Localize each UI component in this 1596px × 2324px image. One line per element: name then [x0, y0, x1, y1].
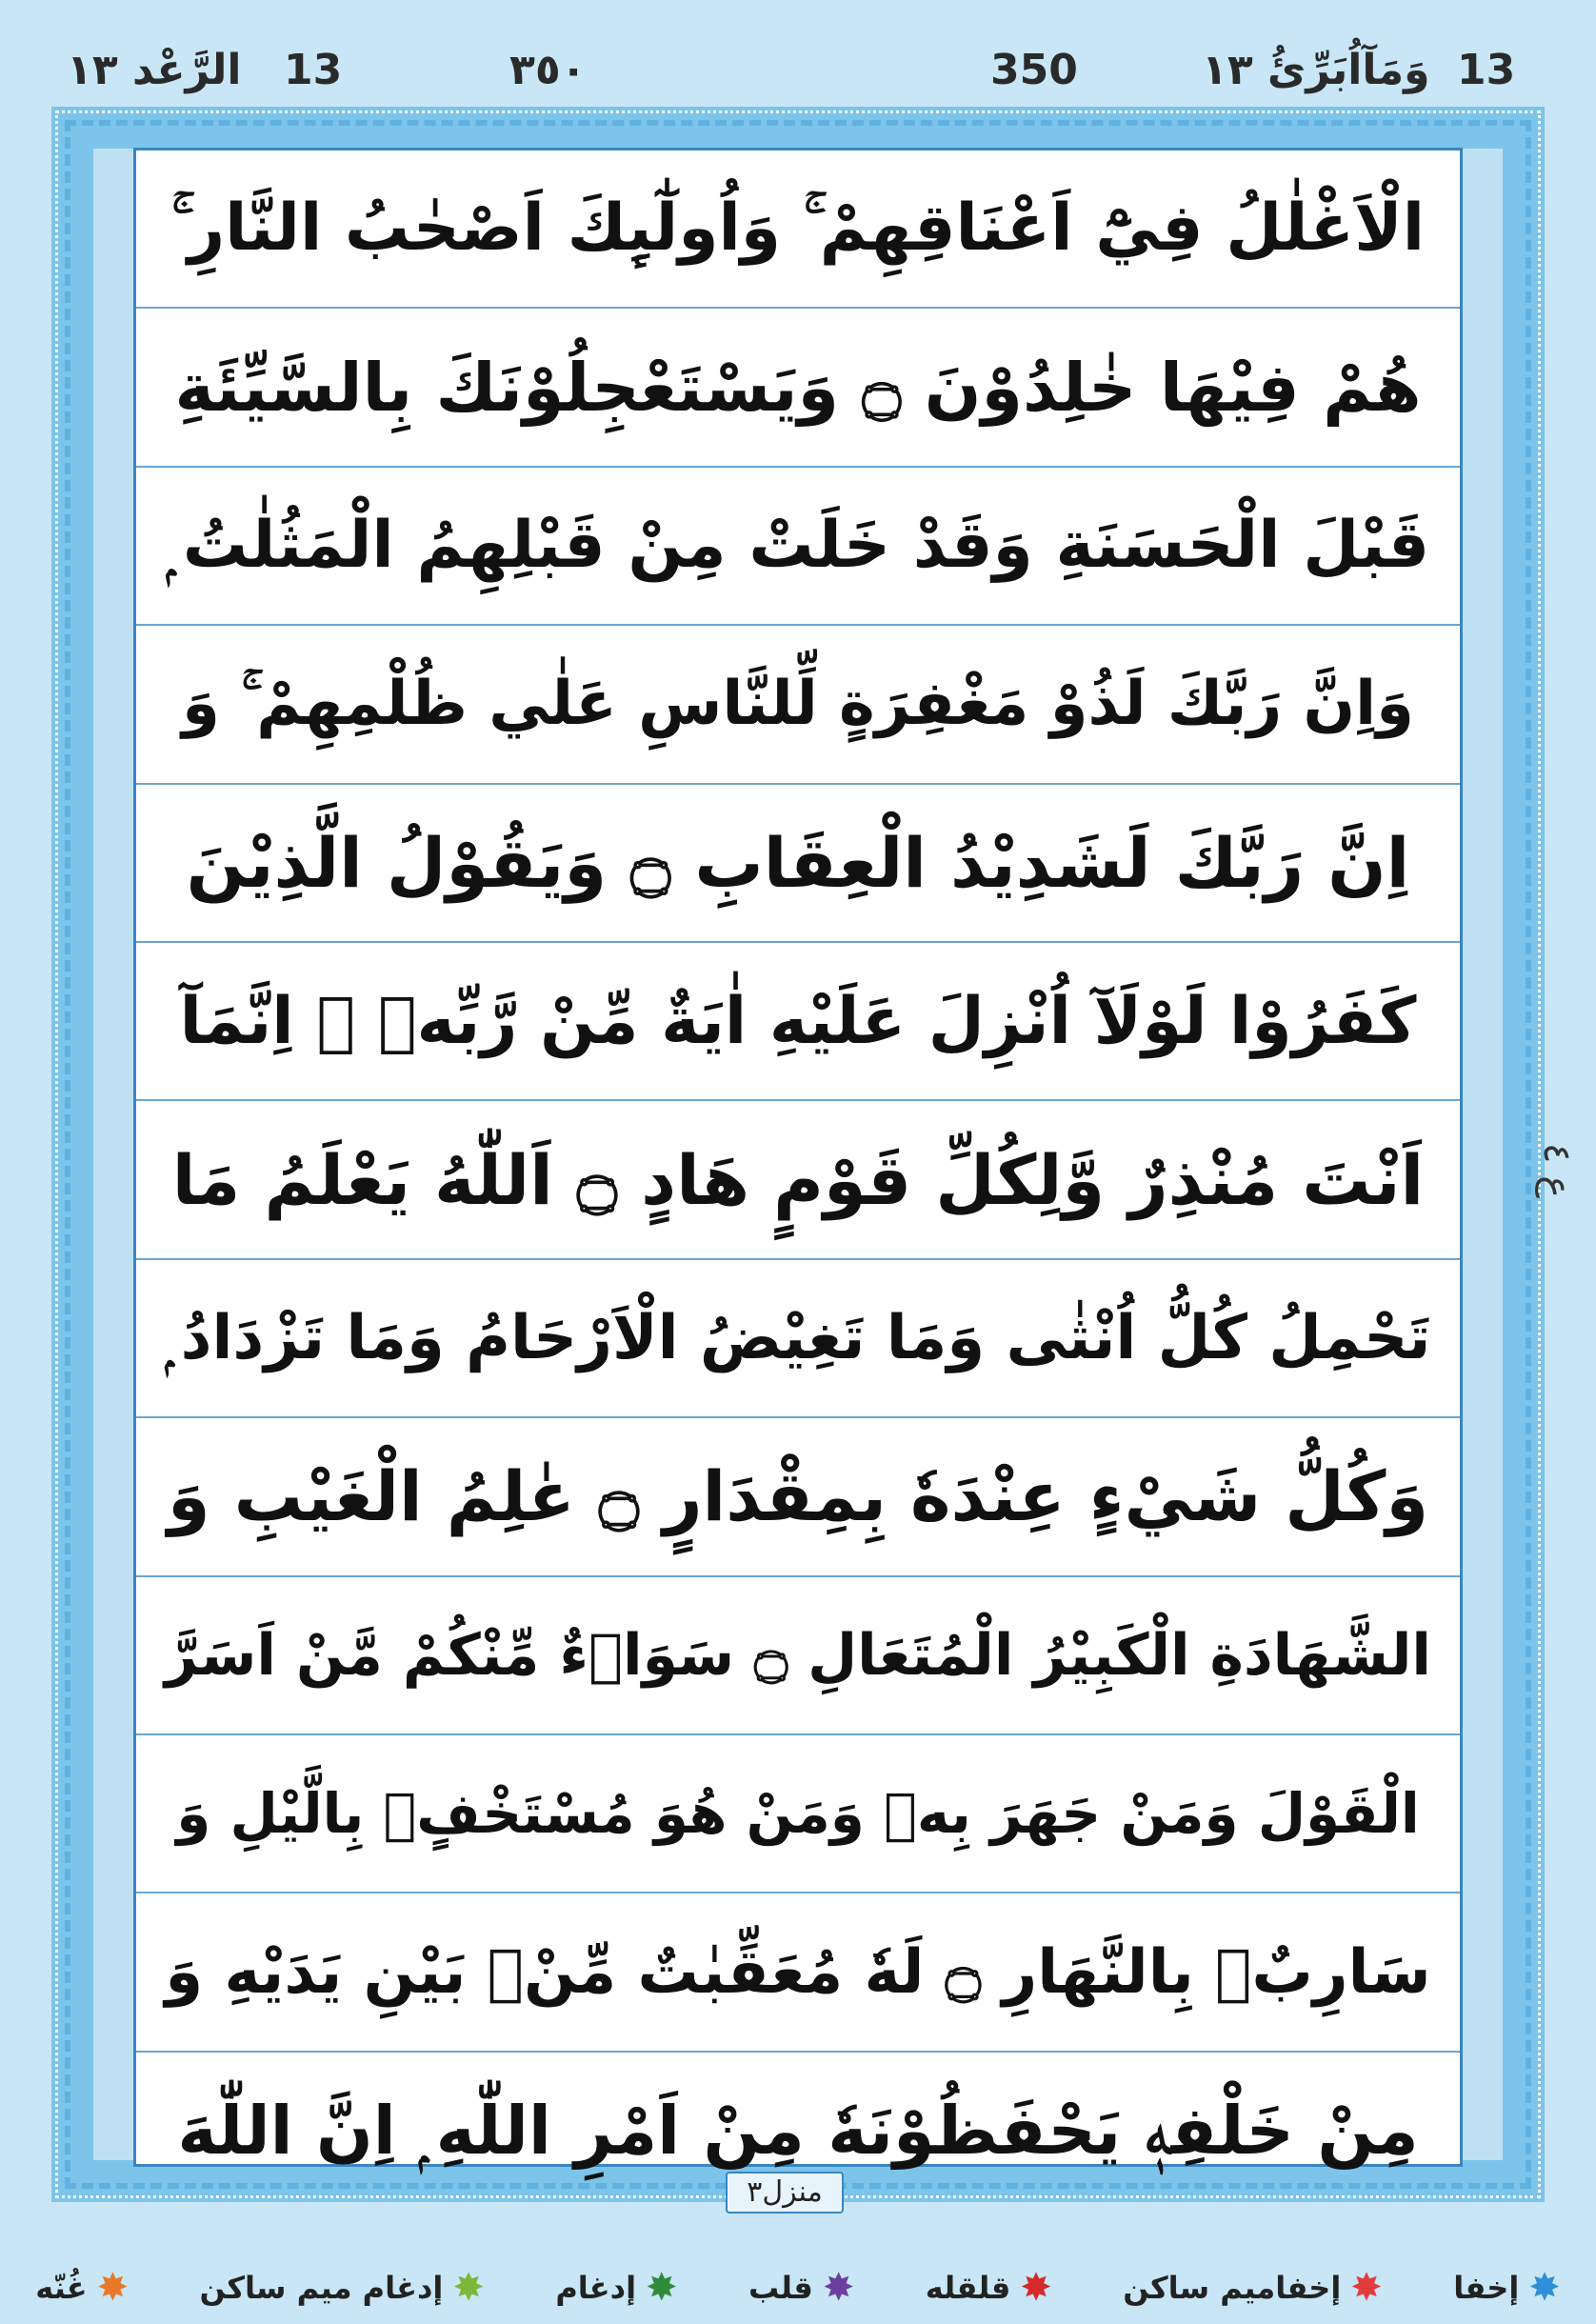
verse-line: [136, 150, 1460, 309]
verse-line-text: الشَّهَادَةِ الْكَبِيْرُ الْمُتَعَالِ ۝ سَوَاۗءٌ مِّنْكُمْ مَّنْ اَسَرَّ: [165, 1621, 1431, 1689]
legend-item: [925, 2266, 1052, 2310]
legend-label: غُنّه: [35, 2270, 88, 2306]
legend-item: [199, 2266, 485, 2310]
manzil-label: منزل٣: [726, 2172, 844, 2214]
verse-line: [136, 1893, 1460, 2052]
legend-label: قلقله: [925, 2270, 1011, 2306]
verse-line-text: مِنْ خَلْفِهٖ يَحْفَظُوْنَهٗ مِنْ اَمْرِ اللّٰهِ ۭ اِنَّ اللّٰهَ: [177, 2092, 1419, 2171]
star-icon: ✸: [1528, 2266, 1561, 2310]
legend-item: [1453, 2266, 1561, 2310]
tajweed-legend: [0, 2259, 1596, 2316]
surah-name-left: الرَّعْد ١٣: [67, 46, 242, 94]
star-icon: ✸: [646, 2266, 678, 2310]
legend-label: إخفا: [1453, 2270, 1520, 2306]
verse-line: [136, 1101, 1460, 1259]
verse-line-text: هُمْ فِيْهَا خٰلِدُوْنَ ۝ وَيَسْتَعْجِلُوْنَكَ بِالسَّيِّئَةِ: [174, 348, 1422, 427]
arabic-page-number: ٣٥٠: [509, 46, 587, 94]
verse-line: [136, 309, 1460, 467]
verse-line: [136, 1577, 1460, 1735]
verse-line: [136, 468, 1460, 626]
verse-line-text: كَفَرُوْا لَوْلَآ اُنْزِلَ عَلَيْهِ اٰيَةٌ مِّنْ رَّبِّهٖ ۭ اِنَّمَآ: [179, 983, 1417, 1059]
legend-item: [35, 2266, 130, 2310]
legend-label: إخفاميم ساكن: [1123, 2270, 1342, 2306]
star-icon: ✸: [1020, 2266, 1052, 2310]
juz-number-right: 13: [1457, 46, 1516, 94]
legend-item: [1123, 2266, 1383, 2310]
legend-label: إدغام ميم ساكن: [199, 2270, 444, 2306]
verse-line-text: اَنْتَ مُنْذِرٌ وَّلِكُلِّ قَوْمٍ هَادٍ ۝ اَللّٰهُ يَعْلَمُ مَا: [171, 1139, 1425, 1220]
legend-label: قلب: [748, 2270, 813, 2306]
verse-line-text: الْقَوْلَ وَمَنْ جَهَرَ بِهٖ وَمَنْ هُوَ مُسْتَخْفٍۢ بِالَّيْلِ وَ: [176, 1781, 1420, 1847]
page-header: [0, 0, 1596, 107]
verse-line-text: وَكُلُّ شَيْءٍ عِنْدَهٗ بِمِقْدَارٍ ۝ عٰلِمُ الْغَيْبِ وَ: [167, 1456, 1429, 1537]
verse-line-text: وَاِنَّ رَبَّكَ لَذُوْ مَغْفِرَةٍ لِّلنَّاسِ عَلٰي ظُلْمِهِمْ ۚ وَ: [182, 669, 1414, 740]
verse-line: [136, 626, 1460, 784]
star-icon: ✸: [452, 2266, 485, 2310]
ruku-marker: ع ٤: [1535, 1143, 1579, 1199]
star-icon: ✸: [1350, 2266, 1383, 2310]
verse-line: [136, 785, 1460, 943]
verse-line-text: اِنَّ رَبَّكَ لَشَدِيْدُ الْعِقَابِ ۝ وَيَقُوْلُ الَّذِيْنَ: [186, 822, 1410, 903]
verse-line-text: قَبْلَ الْحَسَنَةِ وَقَدْ خَلَتْ مِنْ قَبْلِهِمُ الْمَثُلٰتُ ۭ: [166, 507, 1430, 583]
verse-line-text: سَارِبٌۢ بِالنَّهَارِ ۝ لَهٗ مُعَقِّبٰتٌ مِّنْۢ بَيْنِ يَدَيْهِ وَ: [165, 1936, 1431, 2008]
legend-item: [748, 2266, 855, 2310]
quran-text-panel: [133, 148, 1463, 2171]
verse-line: [136, 1418, 1460, 1576]
verse-line: [136, 943, 1460, 1101]
surah-number-left: 13: [284, 46, 343, 94]
legend-item: [555, 2266, 678, 2310]
star-icon: ✸: [822, 2266, 855, 2310]
verse-line-text: تَحْمِلُ كُلُّ اُنْثٰى وَمَا تَغِيْضُ الْاَرْحَامُ وَمَا تَزْدَادُ ۭ: [165, 1302, 1431, 1373]
verse-line-text: الْاَغْلٰلُ فِيْٓ اَعْنَاقِهِمْ ۚ وَاُولٰٓىِٕكَ اَصْحٰبُ النَّارِ ۚ: [170, 190, 1426, 267]
verse-line: [136, 1735, 1460, 1893]
legend-label: إدغام: [555, 2270, 637, 2306]
juz-name-right: وَمَآاُبَرِّئُ ١٣: [1202, 46, 1430, 94]
verse-line: [136, 1260, 1460, 1418]
page-number: 350: [990, 46, 1078, 94]
star-icon: ✸: [96, 2266, 130, 2310]
